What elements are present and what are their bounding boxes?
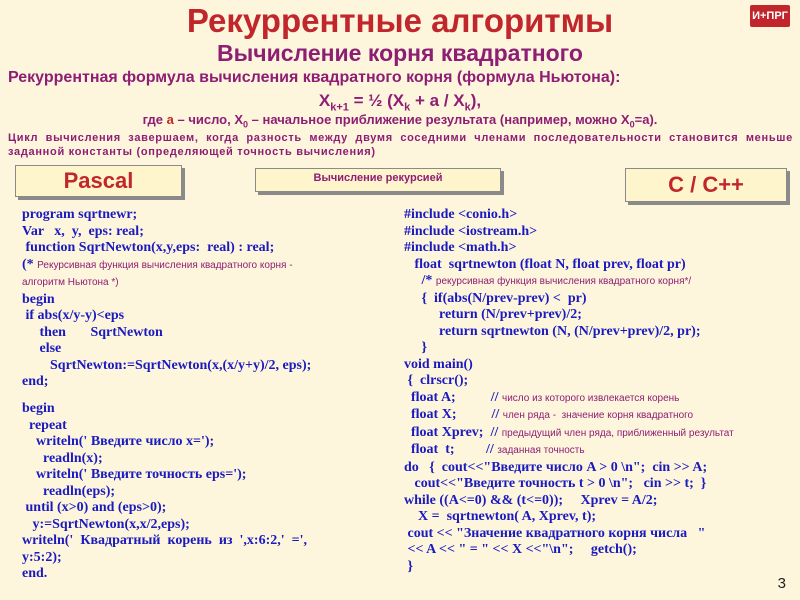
code-comment: предыдущий член ряда, приближенный результат <box>501 427 734 439</box>
cpp-code <box>404 207 796 575</box>
comment-open: /* <box>404 273 436 288</box>
code-line: begin <box>22 291 55 307</box>
where-x0-sub: 0 <box>243 119 249 130</box>
code-line <box>404 407 796 425</box>
code-line: { clrscr(); <box>404 373 469 388</box>
code-line: writeln(' Введите число x='); <box>22 434 215 449</box>
where-a: a <box>166 112 174 127</box>
pascal-label-box: Pascal <box>15 165 182 197</box>
newton-formula <box>0 91 800 113</box>
code-line: { if(abs(N/prev-prev) < pr) <box>404 290 587 306</box>
code-line: readln(x); <box>22 450 103 466</box>
cycle-description: Цикл вычисления завершаем, когда разность между двумя соседними членами последовательности становится меньше заданной константы (определяющей точность вычисления) <box>8 132 793 158</box>
pascal-comment-end: алгоритм Ньютона *) <box>22 277 119 288</box>
code-line: cout<<"Введите точность t > 0 \n"; cin >> t; } <box>404 476 707 491</box>
code-comment: член ряда - значение корня квадратного <box>502 410 694 421</box>
code-line: << A << " = " << X <<"\n"; getch(); <box>404 542 637 557</box>
code-declaration: float Xprev; // <box>404 424 502 440</box>
where-rest: – начальное приближение результата (например, можно X <box>248 112 630 127</box>
formula-lhs-sub: k+1 <box>330 101 349 114</box>
code-line <box>22 257 390 275</box>
code-line: y:5:2); <box>22 549 62 565</box>
code-line <box>22 274 390 292</box>
code-line: end. <box>22 566 48 581</box>
code-line: #include <math.h> <box>404 240 517 255</box>
code-declaration: float A; // <box>404 389 502 405</box>
formula-explanation <box>0 112 800 130</box>
page-subtitle: Вычисление корня квадратного <box>217 40 583 66</box>
code-comment: число из которого извлекается корень <box>502 392 680 404</box>
code-declaration: float X; // <box>404 407 503 422</box>
code-line: readln(eps); <box>22 483 116 499</box>
formula-heading: Рекуррентная формула вычисления квадратного корня (формула Ньютона): <box>8 69 621 86</box>
formula-middle: = ½ (X <box>348 91 405 110</box>
c-label-box: С / С++ <box>625 168 787 202</box>
where-end: =a). <box>634 112 658 127</box>
code-line: } <box>404 340 428 355</box>
code-line: #include <iostream.h> <box>404 223 538 239</box>
code-line: X = sqrtnewton( A, Xprev, t); <box>404 509 597 524</box>
page-title: Рекуррентные алгоритмы <box>186 2 614 39</box>
where-prefix: где <box>142 112 167 127</box>
code-line: then SqrtNewton <box>22 324 163 340</box>
course-badge: И+ПРГ <box>750 5 790 27</box>
pascal-function-code <box>22 207 390 391</box>
code-line: else <box>22 341 62 356</box>
page-number: 3 <box>777 575 786 592</box>
code-declaration: float t; // <box>404 442 498 457</box>
code-comment: заданная точность <box>497 445 585 456</box>
code-line <box>404 442 796 460</box>
code-line: cout << "Значение квадратного корня числа " <box>404 525 706 541</box>
code-line: do { cout<<"Введите число A > 0 \n"; cin >> A; <box>404 459 708 475</box>
code-line: #include <conio.h> <box>404 207 518 222</box>
recursion-label-box: Вычисление рекурсией <box>255 168 501 192</box>
code-line: repeat <box>22 417 67 433</box>
pascal-comment: Рекурсивная функция вычисления квадратного корня - <box>37 259 293 271</box>
code-comment: рекурсивная функция вычисления квадратного корня*/ <box>435 276 692 287</box>
pascal-main-code <box>22 401 392 583</box>
code-line: return (N/prev+prev)/2; <box>404 307 582 322</box>
where-middle: – число, X <box>173 112 244 127</box>
code-line: until (x>0) and (eps>0); <box>22 500 167 515</box>
code-line: end; <box>22 374 49 389</box>
code-line: writeln(' Введите точность eps='); <box>22 467 247 482</box>
code-line: while ((A<=0) && (t<=0)); Xprev = A/2; <box>404 492 658 508</box>
comment-open: (* <box>22 256 38 272</box>
formula-tail: ), <box>470 91 482 110</box>
code-line: SqrtNewton:=SqrtNewton(x,(x/y+y)/2, eps); <box>22 357 312 373</box>
formula-lhs: X <box>318 91 331 110</box>
code-line: begin <box>22 401 55 416</box>
code-line: Var x, y, eps: real; <box>22 223 144 239</box>
code-line <box>404 390 796 408</box>
code-line: program sqrtnewr; <box>22 207 138 222</box>
formula-after: + a / X <box>410 91 465 110</box>
code-line <box>404 273 796 291</box>
code-line: return sqrtnewton (N, (N/prev+prev)/2, pr); <box>404 323 701 339</box>
code-line: if abs(x/y-y)<eps <box>22 308 125 323</box>
code-line: function SqrtNewton(x,y,eps: real) : real; <box>22 240 275 255</box>
code-line: void main() <box>404 356 473 372</box>
code-line: y:=SqrtNewton(x,x/2,eps); <box>22 516 190 532</box>
where-x0-sub2: 0 <box>629 119 635 130</box>
formula-end-sub: k <box>464 101 471 114</box>
formula-mid-sub: k <box>404 101 411 114</box>
code-line: } <box>404 558 414 574</box>
code-line: writeln(' Квадратный корень из ',x:6:2,' =', <box>22 533 307 548</box>
code-line <box>404 425 796 443</box>
code-line: float sqrtnewton (float N, float prev, float pr) <box>404 256 686 272</box>
